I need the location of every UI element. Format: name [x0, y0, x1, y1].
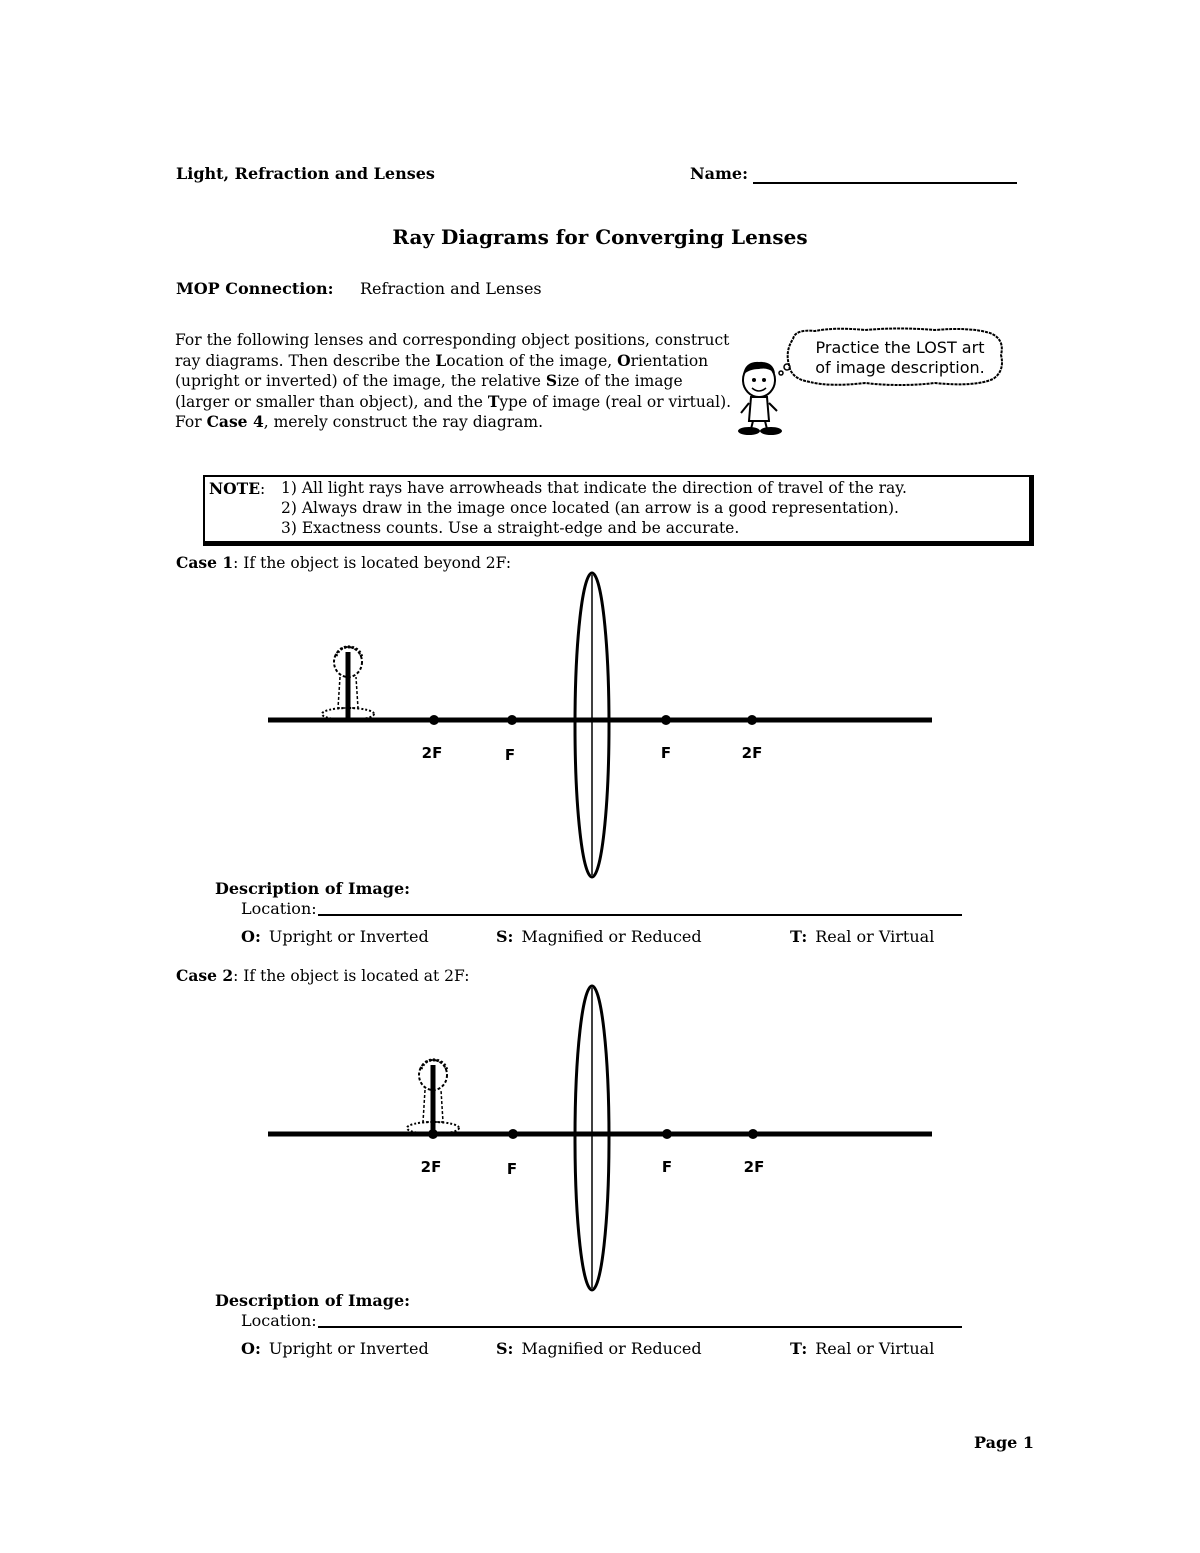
name-field[interactable] — [753, 168, 1017, 184]
case-1-size: S: Magnified or Reduced — [496, 927, 702, 946]
bubble-text: Practice the LOST art of image description. — [815, 338, 985, 377]
case-1-type: T: Real or Virtual — [790, 927, 935, 946]
name-label: Name: — [690, 164, 749, 183]
case-1-location-field[interactable] — [318, 898, 962, 916]
label-2f-left: 2F — [421, 744, 443, 762]
page-number: Page 1 — [974, 1433, 1035, 1452]
case-1-diagram — [260, 570, 940, 882]
note-box — [203, 475, 1034, 546]
case-2-size: S: Magnified or Reduced — [496, 1339, 702, 1358]
case-1-location-label: Location: — [241, 899, 317, 918]
case-2-type: T: Real or Virtual — [790, 1339, 935, 1358]
object-figure-icon — [322, 647, 374, 720]
case-2-description-heading: Description of Image: — [215, 1291, 411, 1310]
case-2-heading: Case 2: If the object is located at 2F: — [176, 966, 470, 985]
case-1-orientation: O: Upright or Inverted — [241, 927, 429, 946]
case-2-location-label: Location: — [241, 1311, 317, 1330]
label-f-right: F — [661, 1158, 673, 1176]
page-title: Ray Diagrams for Converging Lenses — [392, 225, 808, 249]
label-2f-right: 2F — [741, 744, 763, 762]
case-2-diagram — [260, 983, 940, 1295]
label-f-left: F — [506, 1160, 518, 1178]
note-line-2: 2) Always draw in the image once located (an arrow is a good representation). — [281, 499, 899, 517]
course-title: Light, Refraction and Lenses — [176, 164, 435, 183]
label-2f-left: 2F — [420, 1158, 442, 1176]
label-f-left: F — [504, 746, 516, 764]
case-2-orientation: O: Upright or Inverted — [241, 1339, 429, 1358]
focal-point-2f-right — [747, 715, 757, 725]
label-2f-right: 2F — [743, 1158, 765, 1176]
case-1-description-heading: Description of Image: — [215, 879, 411, 898]
object-figure-icon — [407, 1060, 459, 1134]
intro-paragraph: For the following lenses and corresponding object positions, construct ray diagrams. Then describe the Location of the image, Orientation (upright or inverted) of the image, the relative Size of the image (larger or smaller than object), and the Type of image (real or virtual). For Case 4, merely construct the ray diagram. — [175, 331, 732, 431]
focal-point-f-left — [508, 1129, 518, 1139]
focal-point-2f-right — [748, 1129, 758, 1139]
focal-point-2f-left — [429, 715, 439, 725]
label-f-right: F — [660, 744, 672, 762]
note-label: NOTE: — [209, 479, 266, 498]
mop-value: Refraction and Lenses — [360, 279, 542, 298]
focal-point-f-right — [662, 1129, 672, 1139]
note-line-1: 1) All light rays have arrowheads that indicate the direction of travel of the ray. — [281, 479, 907, 497]
case-2-location-field[interactable] — [318, 1310, 962, 1328]
mop-label: MOP Connection: — [176, 279, 334, 298]
focal-point-f-left — [507, 715, 517, 725]
focal-point-f-right — [661, 715, 671, 725]
case-1-heading: Case 1: If the object is located beyond 2F: — [176, 553, 512, 572]
note-line-3: 3) Exactness counts. Use a straight-edge and be accurate. — [281, 519, 740, 537]
